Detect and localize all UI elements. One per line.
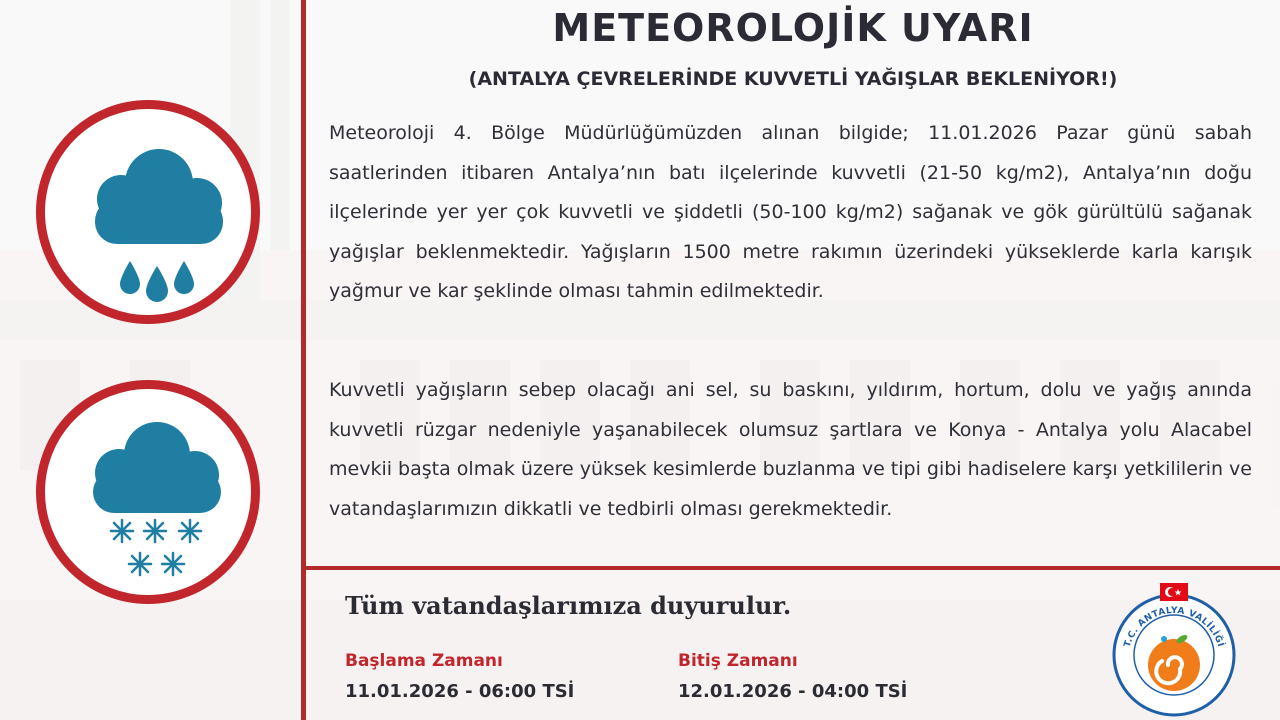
start-time-value: 11.01.2026 - 06:00 TSİ [345,681,575,702]
snow-cloud-icon [36,380,260,604]
page-title: METEOROLOJİK UYARI [552,6,1034,50]
end-time-label: Bitiş Zamanı [678,651,798,671]
page-subtitle: (ANTALYA ÇEVRELERİNDE KUVVETLİ YAĞIŞLAR BEKLENİYOR!) [468,68,1118,90]
vertical-divider [301,0,306,720]
rain-cloud-icon [36,100,260,324]
start-time-label: Başlama Zamanı [345,651,503,671]
antalya-valiligi-logo [1106,581,1242,717]
end-time-value: 12.01.2026 - 04:00 TSİ [678,681,908,702]
horizontal-divider [306,566,1280,570]
svg-text:T.C. ANTALYA VALİLİĞİ: T.C. ANTALYA VALİLİĞİ [1122,605,1226,649]
warning-paragraph-2: Kuvvetli yağışların sebep olacağı ani sel, su baskını, yıldırım, hortum, dolu ve yağış anında kuvvetli rüzgar nedeniyle yaşanabilecek olumsuz şartlara ve Konya - Antalya yolu Alacabel mevkii başta olmak üzere yüksek kesimlerde buzlanma ve tipi gibi hadiselere karşı yetkililerin ve vatandaşlarımızın dikkatli ve tedbirli olması gerekmektedir. [329,379,1252,520]
warning-paragraph-1: Meteoroloji 4. Bölge Müdürlüğümüzden alınan bilgide; 11.01.2026 Pazar günü sabah saatlerinden itibaren Antalya’nın batı ilçelerinde kuvvetli (21-50 kg/m2), Antalya’nın doğu ilçelerinde yer yer çok kuvvetli ve şiddetli (50-100 kg/m2) sağanak ve gök gürültülü sağanak yağışlar beklenmektedir. Yağışların 1500 metre rakımın üzerindeki yükseklerde karla karışık yağmur ve kar şeklinde olması tahmin edilmektedir. [329,122,1252,302]
announcement-notice: Tüm vatandaşlarımıza duyurulur. [345,591,792,620]
